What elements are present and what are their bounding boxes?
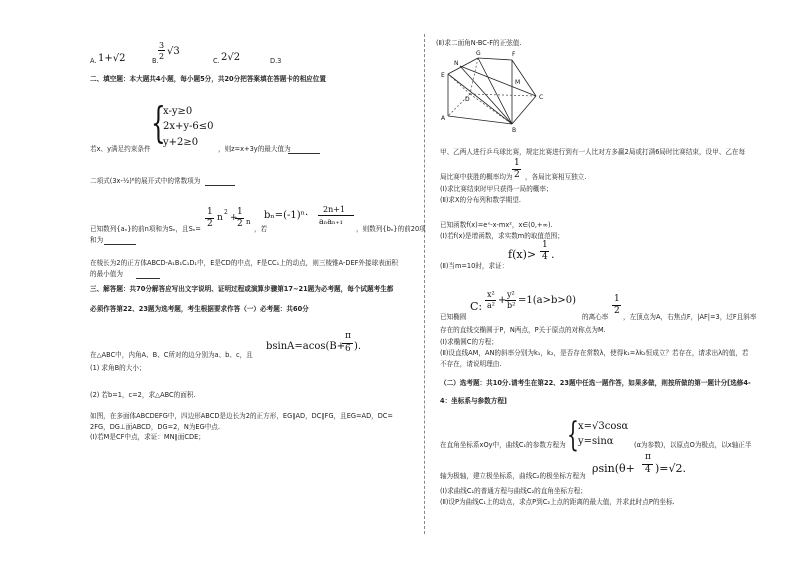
q22-param-x: x=√3cosα [578, 421, 629, 432]
constraint-1: x-y≥0 [163, 106, 193, 117]
q20-line3: (Ⅱ)当m=10时，求证： [440, 262, 509, 270]
q15-sn-den1: 2 [207, 219, 213, 229]
q19-line2a: 局比赛中获胜的概率均为 [440, 173, 513, 181]
q22-line3: (Ⅰ)求曲线C₁的普通方程与曲线C₂的直角坐标方程； [440, 487, 587, 495]
q20-ineq-num: 1 [542, 240, 548, 250]
figure-label-n: N [454, 60, 459, 67]
q21-ellipse-tail: =1(a>b>0) [518, 295, 577, 306]
q15-sn-sup1: 2 [224, 209, 228, 216]
q21-line3: (Ⅰ)求椭圆C的方程； [440, 338, 498, 346]
figure-label-e: E [441, 72, 445, 79]
figure-label-b: B [512, 127, 517, 134]
q21-x-den: a² [487, 301, 495, 310]
q21-x-num: x² [487, 290, 495, 299]
choice-a-value: 1+√2 [98, 53, 126, 64]
q18-line3: (Ⅰ)若M是CF中点，求证：MN∥面CDE； [90, 433, 205, 441]
q16-line1: 在棱长为2的正方体ABCD-A₁B₁C₁D₁中，E是CD的中点，F是CC₁上的动点，则三棱锥A-DEF外接球表面积 [90, 259, 398, 267]
q15-sn-num1: 1 [207, 207, 213, 217]
q17-eq-den: 6 [345, 344, 351, 354]
q17-part1: (1) 求角B的大小； [90, 364, 146, 372]
figure-label-c: C [539, 94, 544, 101]
q15-sn-num2: 1 [237, 207, 243, 217]
choice-b-radical: √3 [167, 46, 180, 57]
q21-y-num: y² [507, 290, 515, 299]
q20-ineq-den: 4 [542, 252, 548, 262]
q17-eq-num: π [345, 331, 351, 341]
q15-text4: 和为 [90, 236, 104, 244]
q15-bn-den: aₙaₙ₊₁ [319, 217, 343, 226]
q13-text-after: ，则z=x+3y的最大值为 [218, 145, 291, 153]
q18-line1: 如图，在多面体ABCDEFG中，四边形ABCD是边长为2的正方形，EG∥AD，DC∥FG，且EG=AD，DC= [90, 412, 393, 420]
q18-line2: 2FG，DG⊥面ABCD，DG=2，N为EG中点. [90, 423, 220, 431]
q17-equation: bsinA=acos(B+ [266, 341, 346, 352]
q20-line2: (Ⅰ)若f(x)是增函数，求实数m的取值范围； [440, 232, 564, 240]
q21-e-den: 2 [614, 306, 620, 316]
q16-answer-blank [136, 271, 160, 279]
q13-answer-blank [288, 146, 320, 154]
q15-text1: 已知数列{aₙ}的前n项和为Sₙ，且Sₙ= [90, 225, 201, 233]
choice-b-den: 2 [159, 52, 165, 61]
q15-text2: ，若 [254, 225, 268, 233]
q14-text: 二项式(3x-½)⁶的展开式中的常数项为 [90, 177, 201, 185]
q22-polar: ρsin(θ+ [592, 462, 635, 475]
q15-sn-term1: n [217, 213, 223, 223]
q14-answer-blank [205, 178, 235, 186]
optional-section-header-line2: 4：坐标系与参数方程] [440, 397, 507, 405]
q21-plus: + [498, 295, 507, 306]
q19-frac-den: 2 [514, 170, 520, 180]
constraint-brace: { [151, 98, 166, 147]
column-divider [424, 34, 425, 534]
polyhedron-figure [438, 48, 550, 134]
constraint-2: 2x+y-6≤0 [163, 121, 214, 132]
q17-eq-close: ). [354, 341, 362, 352]
figure-label-d: D [465, 96, 470, 103]
q20-ineq-end: . [551, 248, 555, 261]
choice-b-fraction-bar [158, 50, 165, 51]
q21-after: ，左顶点为A，右焦点F，|AF|=3，过F且斜率 [623, 313, 757, 321]
q21-ellipse-c: C: [470, 300, 483, 313]
q19-line3: (Ⅰ)求比赛结束时甲只获得一局的概率； [440, 185, 553, 193]
section2-header: 二、填空题：本大题共4小题，每小题5分，共20分把答案填在答题卡的相应位置 [90, 75, 326, 83]
q20-ineq: f(x)> [508, 248, 537, 261]
q19-line2b: ，各局比赛相互独立. [525, 173, 587, 181]
section3-header-line1: 三、解答题：共70分解答应写出文字说明、证明过程或演算步骤第17~21题为必考题，每个试题考生都 [90, 285, 394, 293]
q19-line4: (Ⅱ)求X的分布列和数学期望. [440, 196, 521, 204]
choice-c-value: 2√2 [221, 52, 241, 63]
choice-b-num: 3 [159, 41, 165, 50]
q22-line2: 轴为极轴，建立极坐标系，曲线C₂的极坐标方程为 [440, 472, 586, 480]
q17-line1: 在△ABC中，内角A、B、C所对的边分别为a、b、c，且 [90, 351, 253, 359]
choice-d: D.3 [270, 57, 282, 65]
q21-mid: 的离心率 [582, 313, 609, 321]
q22-polar-den: 4 [645, 465, 651, 475]
q22-text1: 在直角坐标系xOy中，曲线C₁的参数方程为 [440, 441, 566, 449]
section3-header-line2: 必须作答第22、23题为选考题，考生根据要求作答（一）必考题：共60分 [90, 305, 309, 313]
q15-sn-plus: + [230, 213, 238, 223]
q15-sn-term2: n [246, 218, 251, 226]
choice-b-label: B. [152, 57, 159, 65]
q15-bn: bₙ=(-1)ⁿ· [264, 210, 309, 221]
q22-param-brace: { [567, 415, 579, 455]
q21-prefix: 已知椭圆 [440, 313, 467, 321]
figure-label-m: M [515, 79, 521, 86]
q20-line1: 已知函数f(x)=eˣ-x-mx²，x∈(0,+∞). [440, 221, 553, 229]
optional-section-header-line1: （二）选考题：共10分.请考生在第22、23题中任选一题作答，如果多做，则按所做的第一题计分[选修4- [440, 379, 751, 387]
q22-line4: (Ⅱ)设P为曲线C₁上的动点，求点P到C₂上点的距离的最大值，并求此时点P的坐标. [440, 498, 675, 506]
q18-part2: (Ⅱ)求二面角N-BC-F的正弦值. [436, 39, 522, 47]
figure-label-g: G [476, 50, 481, 57]
q19-line1: 甲、乙两人进行乒乓球比赛，规定比赛进行到有一人比对方多赢2局或打满6局时比赛结束，设甲、乙在每 [440, 148, 746, 156]
q13-text-before: 若x、y满足约束条件 [90, 145, 151, 153]
q22-polar-end: )=√2. [655, 462, 687, 475]
q19-frac-num: 1 [514, 158, 520, 168]
q15-bn-bar [318, 215, 354, 216]
q21-e-num: 1 [614, 294, 620, 304]
q17-part2: (2) 若b=1，c=2，求△ABC的面积. [90, 391, 196, 399]
q15-answer-blank [104, 237, 136, 245]
q15-sn-den2: 2 [237, 219, 243, 229]
q15-bn-num: 2n+1 [323, 205, 346, 214]
choice-a-label: A. [90, 57, 97, 65]
constraint-3: y+2≥0 [163, 137, 199, 148]
q16-line2: 的最小值为 [90, 270, 123, 278]
q21-y-den: b² [507, 301, 516, 310]
q21-line2: 存在的直线交椭圆于P，N两点，P关于原点的对称点为M. [440, 326, 606, 334]
figure-label-f: F [512, 51, 516, 58]
q21-line4: (Ⅱ)设直线AM，AN的斜率分别为k₁，k₂，是否存在常数λ，使得k₁=λk₂恒成立？若存在，请求出λ的值，若 [440, 349, 749, 357]
q22-polar-num: π [645, 452, 651, 462]
q21-line5: 不存在，请说明理由. [440, 360, 502, 368]
q22-param-y: y=sinα [578, 436, 614, 447]
choice-c-label: C. [213, 57, 220, 65]
figure-label-a: A [441, 115, 446, 122]
q15-text3: ，则数列{bₙ}的前20项 [356, 225, 426, 233]
q22-text1b: (α为参数)，以原点O为极点，以x轴正半 [634, 441, 752, 449]
